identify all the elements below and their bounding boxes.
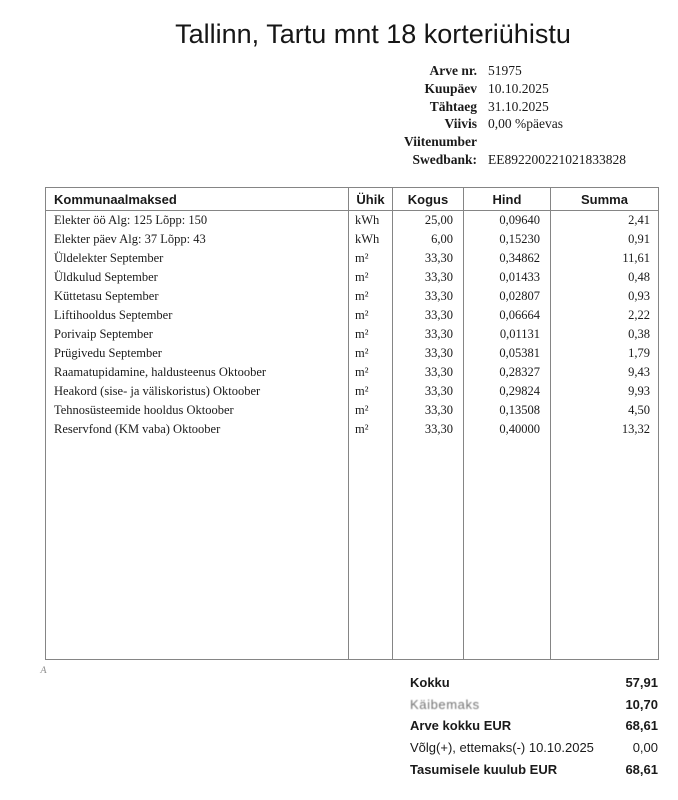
charge-quantity: 33,30 bbox=[393, 325, 464, 344]
charge-name: Tehnosüsteemide hooldus Oktoober bbox=[46, 401, 349, 420]
charge-price: 0,09640 bbox=[464, 211, 551, 231]
charge-sum: 0,38 bbox=[551, 325, 659, 344]
meta-value: EE892200221021833828 bbox=[488, 151, 626, 167]
charge-name: Üldkulud September bbox=[46, 268, 349, 287]
meta-value: 31.10.2025 bbox=[488, 98, 549, 114]
charge-sum: 13,32 bbox=[551, 420, 659, 439]
meta-label: Swedbank: bbox=[412, 151, 477, 167]
table-row bbox=[46, 287, 659, 306]
table-row bbox=[46, 401, 659, 420]
col-header-kommunaalmaksed: Kommunaalmaksed bbox=[46, 188, 349, 211]
meta-row-reference-number bbox=[250, 133, 670, 151]
charge-name: Elekter päev Alg: 37 Lõpp: 43 bbox=[46, 230, 349, 249]
charge-price: 0,01131 bbox=[464, 325, 551, 344]
meta-row-penalty bbox=[250, 115, 670, 133]
col-header-kogus: Kogus bbox=[393, 188, 464, 211]
charge-unit: m² bbox=[349, 287, 393, 306]
charge-name: Elekter öö Alg: 125 Lõpp: 150 bbox=[46, 211, 349, 231]
charge-unit: m² bbox=[349, 382, 393, 401]
table-row bbox=[46, 230, 659, 249]
charge-name: Üldelekter September bbox=[46, 249, 349, 268]
charges-table bbox=[45, 187, 659, 660]
meta-label: Viitenumber bbox=[404, 134, 477, 150]
total-label: Käibemaks bbox=[410, 696, 480, 712]
total-row-amount-due bbox=[410, 758, 658, 780]
table-row bbox=[46, 420, 659, 439]
meta-label: Viivis bbox=[444, 116, 477, 132]
col-header-hind: Hind bbox=[464, 188, 551, 211]
charge-sum: 11,61 bbox=[551, 249, 659, 268]
col-header-summa: Summa bbox=[551, 188, 659, 211]
charge-quantity: 33,30 bbox=[393, 344, 464, 363]
meta-label: Tähtaeg bbox=[429, 98, 477, 114]
charge-quantity: 33,30 bbox=[393, 268, 464, 287]
charge-price: 0,13508 bbox=[464, 401, 551, 420]
charge-name: Prügivedu September bbox=[46, 344, 349, 363]
total-value: 0,00 bbox=[632, 740, 658, 756]
total-label: Kokku bbox=[410, 675, 450, 691]
charge-unit: m² bbox=[349, 420, 393, 439]
charge-unit: m² bbox=[349, 306, 393, 325]
total-value: 68,61 bbox=[625, 761, 658, 777]
charge-name: Reservfond (KM vaba) Oktoober bbox=[46, 420, 349, 439]
charge-name: Heakord (sise- ja väliskoristus) Oktoober bbox=[46, 382, 349, 401]
charge-sum: 4,50 bbox=[551, 401, 659, 420]
charge-price: 0,28327 bbox=[464, 363, 551, 382]
charge-price: 0,34862 bbox=[464, 249, 551, 268]
charge-quantity: 6,00 bbox=[393, 230, 464, 249]
meta-row-invoice-number bbox=[250, 62, 670, 80]
footnote-mark: A bbox=[39, 665, 49, 676]
total-label: Arve kokku EUR bbox=[410, 718, 512, 734]
charge-unit: m² bbox=[349, 325, 393, 344]
total-row-subtotal bbox=[410, 672, 658, 694]
meta-row-date bbox=[250, 80, 670, 98]
charge-name: Liftihooldus September bbox=[46, 306, 349, 325]
table-row bbox=[46, 268, 659, 287]
charge-unit: m² bbox=[349, 401, 393, 420]
table-row bbox=[46, 363, 659, 382]
meta-row-due-date bbox=[250, 98, 670, 116]
page-title: Tallinn, Tartu mnt 18 korteriühistu bbox=[175, 19, 571, 49]
charge-price: 0,29824 bbox=[464, 382, 551, 401]
table-row bbox=[46, 249, 659, 268]
charge-sum: 9,93 bbox=[551, 382, 659, 401]
charge-quantity: 33,30 bbox=[393, 401, 464, 420]
charge-name: Raamatupidamine, haldusteenus Oktoober bbox=[46, 363, 349, 382]
total-label: Tasumisele kuulub EUR bbox=[410, 761, 558, 777]
charge-sum: 9,43 bbox=[551, 363, 659, 382]
charge-sum: 0,93 bbox=[551, 287, 659, 306]
charge-sum: 0,91 bbox=[551, 230, 659, 249]
meta-label: Kuupäev bbox=[424, 80, 477, 96]
charge-quantity: 33,30 bbox=[393, 306, 464, 325]
charge-quantity: 25,00 bbox=[393, 211, 464, 231]
charge-price: 0,02807 bbox=[464, 287, 551, 306]
charge-price: 0,01433 bbox=[464, 268, 551, 287]
table-empty-space bbox=[46, 439, 659, 660]
charge-sum: 1,79 bbox=[551, 344, 659, 363]
charge-sum: 0,48 bbox=[551, 268, 659, 287]
charge-unit: kWh bbox=[349, 211, 393, 231]
table-row bbox=[46, 325, 659, 344]
totals-section bbox=[410, 672, 658, 780]
table-row bbox=[46, 211, 659, 231]
charge-unit: m² bbox=[349, 344, 393, 363]
total-row-vat bbox=[410, 694, 658, 716]
total-value: 57,91 bbox=[625, 675, 658, 691]
total-row-invoice-total bbox=[410, 715, 658, 737]
charge-quantity: 33,30 bbox=[393, 382, 464, 401]
col-header-uhik: Ühik bbox=[349, 188, 393, 211]
invoice-meta bbox=[250, 62, 670, 169]
meta-value: 10.10.2025 bbox=[488, 80, 549, 96]
total-value: 68,61 bbox=[625, 718, 658, 734]
charges-table-header-row bbox=[46, 188, 659, 211]
charge-quantity: 33,30 bbox=[393, 363, 464, 382]
charge-name: Porivaip September bbox=[46, 325, 349, 344]
charge-unit: kWh bbox=[349, 230, 393, 249]
charge-price: 0,05381 bbox=[464, 344, 551, 363]
charge-sum: 2,22 bbox=[551, 306, 659, 325]
table-row bbox=[46, 382, 659, 401]
charge-name: Küttetasu September bbox=[46, 287, 349, 306]
charge-quantity: 33,30 bbox=[393, 249, 464, 268]
meta-row-bank-account bbox=[250, 151, 670, 169]
table-row bbox=[46, 344, 659, 363]
total-row-debt-prepayment bbox=[410, 737, 658, 759]
charge-quantity: 33,30 bbox=[393, 420, 464, 439]
charge-price: 0,40000 bbox=[464, 420, 551, 439]
charge-unit: m² bbox=[349, 363, 393, 382]
charge-unit: m² bbox=[349, 249, 393, 268]
charge-sum: 2,41 bbox=[551, 211, 659, 231]
total-value: 10,70 bbox=[625, 696, 658, 712]
charge-unit: m² bbox=[349, 268, 393, 287]
charge-price: 0,15230 bbox=[464, 230, 551, 249]
meta-value: 51975 bbox=[488, 63, 522, 78]
table-row bbox=[46, 306, 659, 325]
charge-price: 0,06664 bbox=[464, 306, 551, 325]
total-label: Võlg(+), ettemaks(-) 10.10.2025 bbox=[410, 740, 594, 756]
meta-value: 0,00 %päevas bbox=[488, 116, 563, 132]
charge-quantity: 33,30 bbox=[393, 287, 464, 306]
meta-label: Arve nr. bbox=[429, 63, 477, 78]
